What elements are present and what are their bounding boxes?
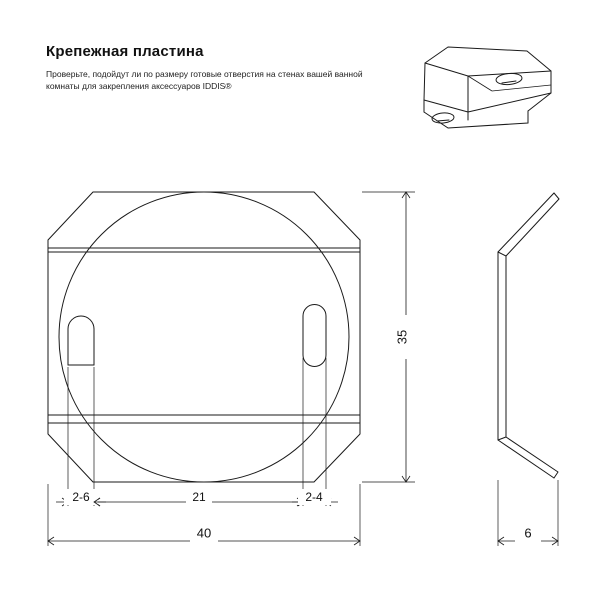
dimension-side-width-label: 6 xyxy=(524,525,532,541)
dimension-total-width-label: 40 xyxy=(196,525,212,541)
page-title: Крепежная пластина xyxy=(46,43,204,60)
dimension-slot-right-label: 2-4 xyxy=(305,490,323,505)
dimension-slot-left-label: 2-6 xyxy=(72,490,90,505)
dimension-side-width-6 xyxy=(498,480,558,546)
dimension-center-label: 21 xyxy=(192,490,206,505)
page-subtitle: Проверьте, подойдут ли по размеру готовые отверстия на стенах вашей ванной комнаты для закрепления аксессуаров IDDIS® xyxy=(46,68,363,91)
dimension-height-label: 35 xyxy=(394,329,410,345)
